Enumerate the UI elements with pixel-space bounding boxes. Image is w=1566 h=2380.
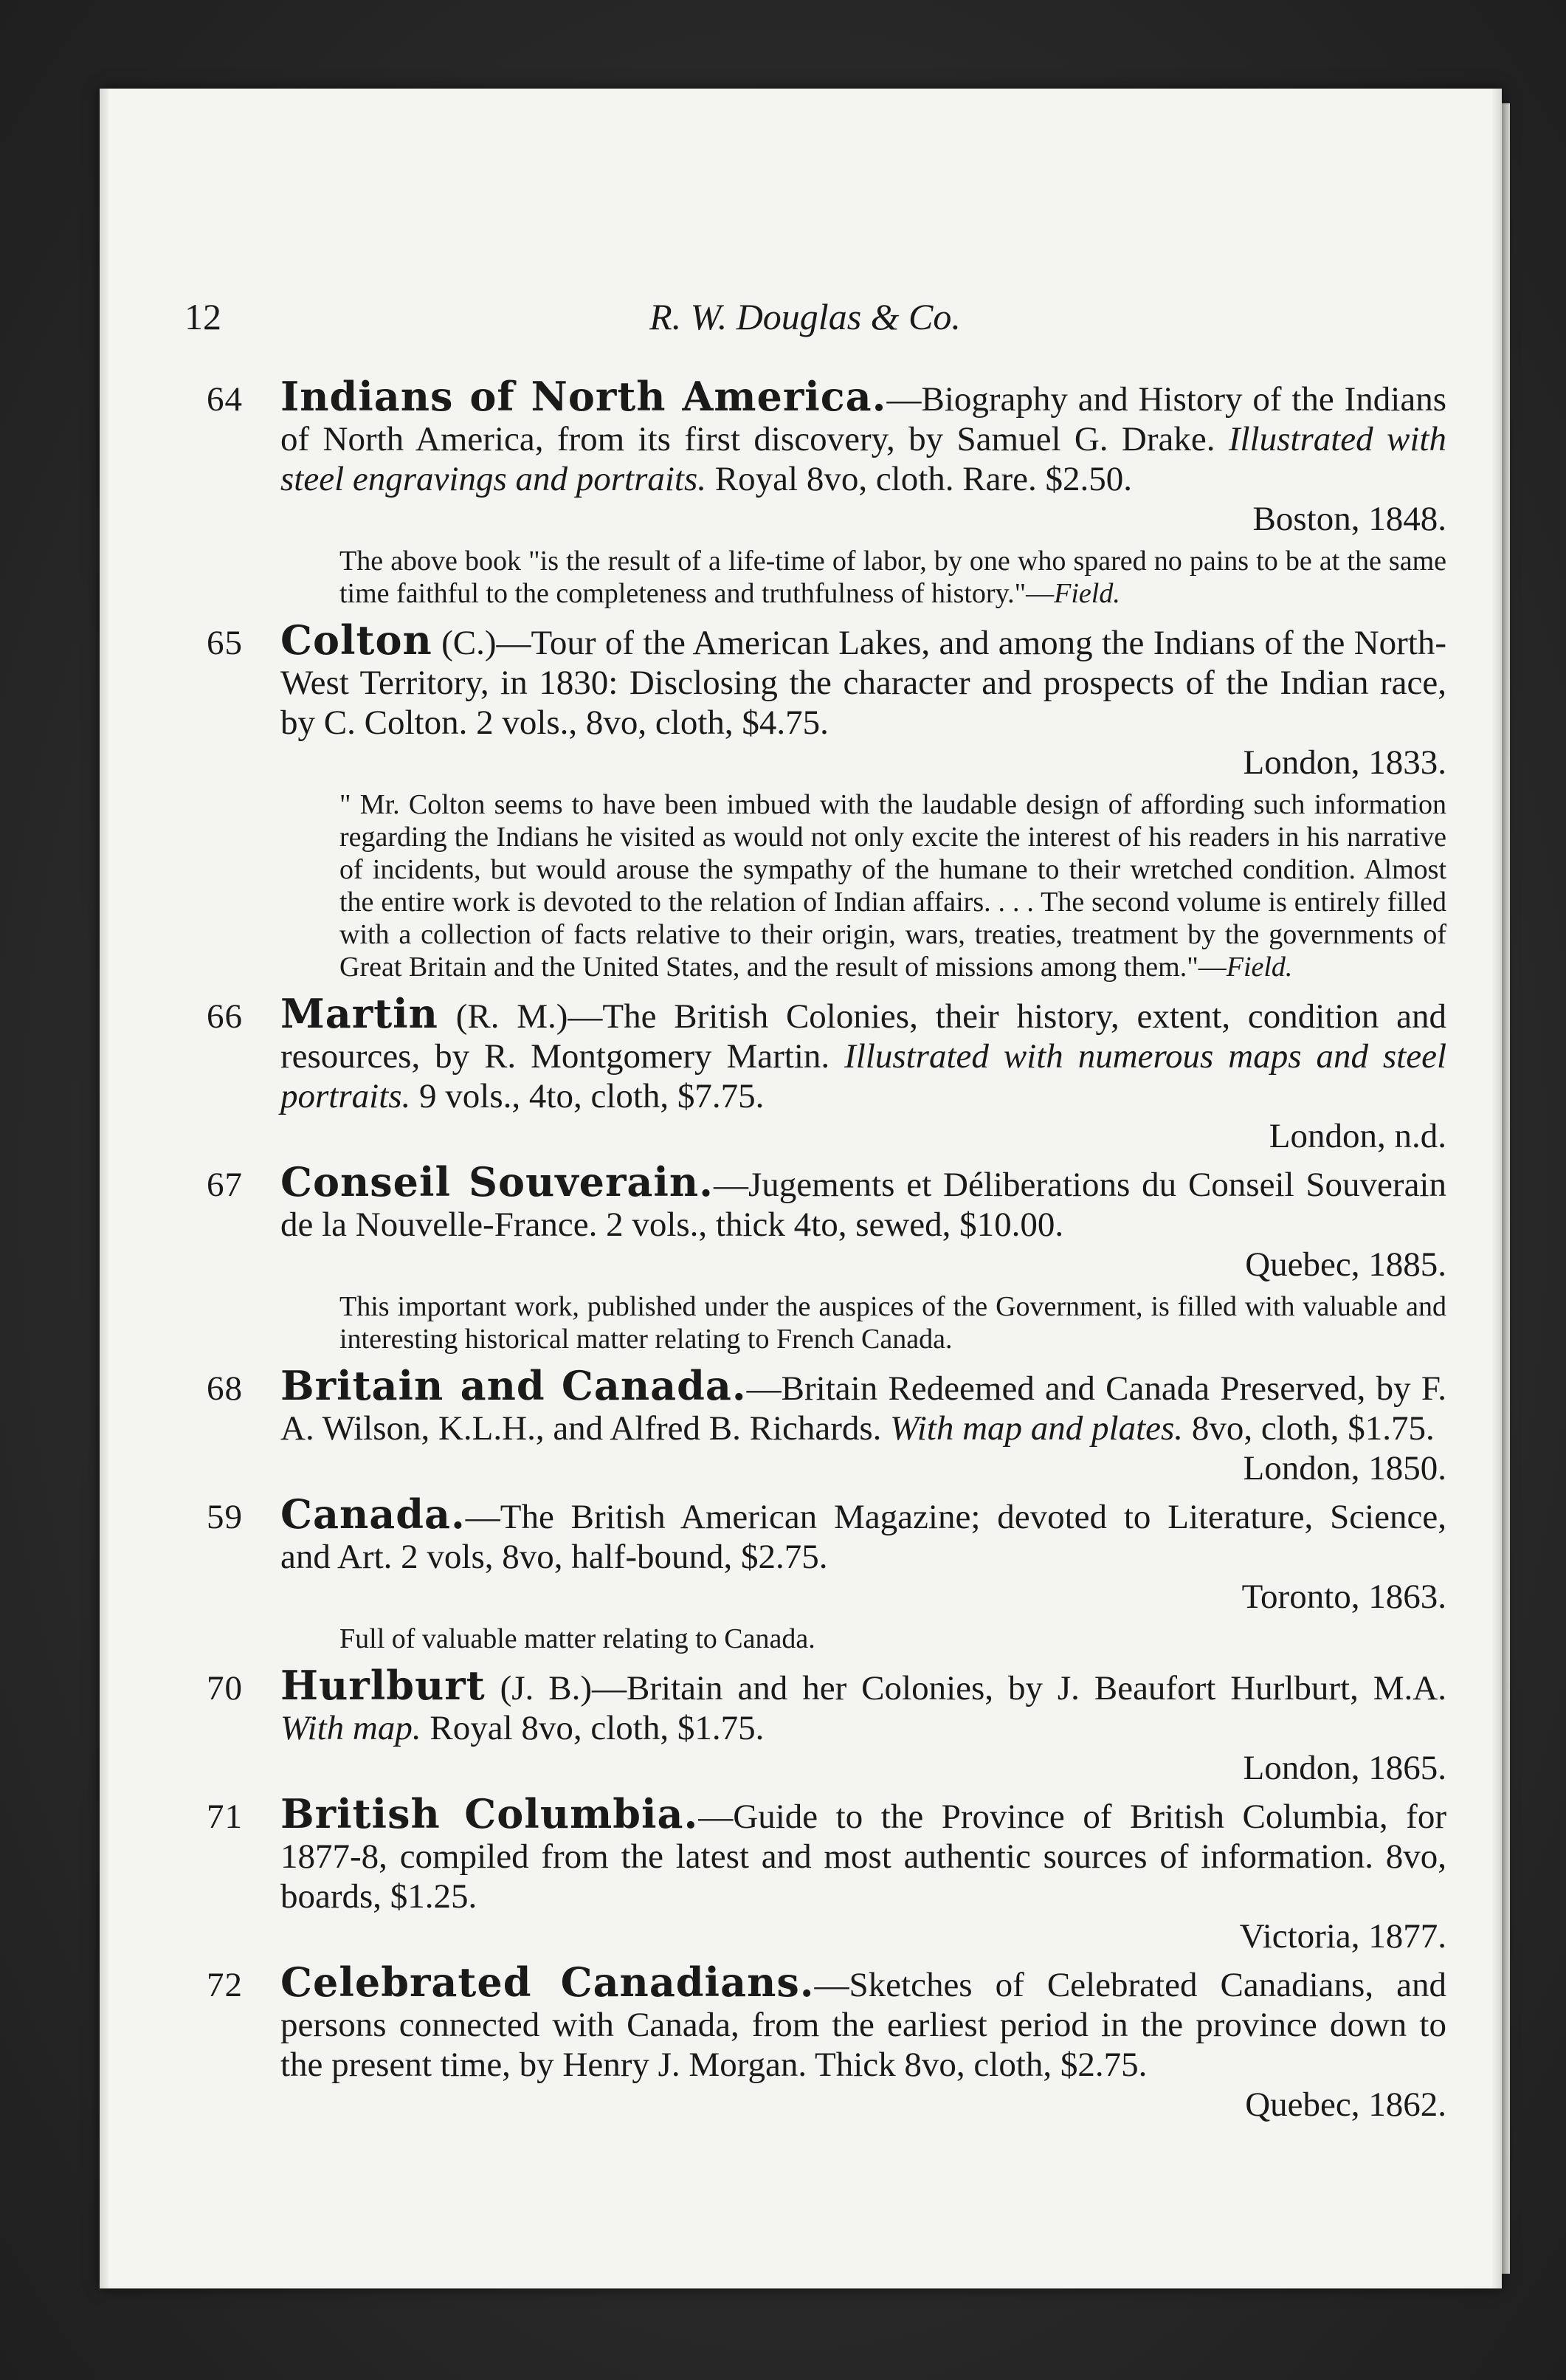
entry-description <box>280 373 1446 539</box>
entry-italic-note: Illustrated with numerous maps and steel portraits. <box>280 1037 1447 1115</box>
entry-number: 68 <box>207 1369 243 1408</box>
entry-number: 70 <box>207 1669 243 1707</box>
page-number: 12 <box>184 296 221 337</box>
entry-place-date: Quebec, 1862. <box>1245 2085 1446 2124</box>
entry-title: Hurlburt <box>280 1662 486 1709</box>
entry-number: 66 <box>207 997 243 1036</box>
entry-description <box>280 1790 1446 1956</box>
entry-place-date: Toronto, 1863. <box>1241 1578 1446 1616</box>
page-edge-left <box>100 89 110 2288</box>
entry-note-text: " Mr. Colton seems to have been imbued with the laudable design of affording such information regarding the Indians he visited as would not only excite the interest of his readers in his narrative of incidents, but would arouse the sympathy of the humane to their wretched condition. Almost the entire work is devoted to the relation of Indian affairs. . . . The second volume is entirely filled with a collection of facts relative to their origin, wars, treaties, treatment by the governments of Great Britain and the United States, and the result of missions among them."— <box>339 789 1446 983</box>
entry-place-date: Victoria, 1877. <box>1239 1917 1446 1956</box>
entry-title: Indians of North America. <box>280 373 887 420</box>
entry-number: 64 <box>207 380 243 419</box>
entry-place-date: Quebec, 1885. <box>1245 1245 1446 1284</box>
entry-description <box>280 1158 1446 1284</box>
entry-text: —Sketches of Celebrated Canadians, and persons connected with Canada, from the earliest period in the province down to the present time, by Henry J. Morgan. Thick 8vo, cloth, $2.75. <box>280 1966 1447 2084</box>
entry-title: Celebrated Canadians. <box>280 1958 815 2006</box>
entry-title: British Columbia. <box>280 1790 699 1837</box>
entry-text: —Jugements et Déliberations du Conseil Souverain de la Nouvelle-France. 2 vols., thick 4to, sewed, $10.00. <box>280 1166 1446 1244</box>
catalogue-entry <box>207 1490 1446 1655</box>
entry-note <box>339 788 1446 983</box>
entry-italic-note: Illustrated with steel engravings and portraits. <box>280 420 1446 498</box>
entry-place-date: London, 1865. <box>1243 1749 1446 1787</box>
entry-note <box>339 1623 1446 1655</box>
catalogue-entry <box>207 990 1447 1156</box>
entry-italic-note: With map and plates. <box>890 1409 1184 1448</box>
entry-title: Conseil Souverain. <box>280 1158 714 1206</box>
catalogue-entry <box>207 1158 1446 1355</box>
page-edge-right <box>1491 89 1502 2288</box>
catalogue-entry <box>207 1362 1446 1488</box>
entry-place-date: London, n.d. <box>1269 1117 1446 1155</box>
catalogue-entries <box>207 373 1447 2130</box>
entry-text: —The British American Magazine; devoted to Literature, Science, and Art. 2 vols, 8vo, half-bound, $2.75. <box>280 1498 1446 1576</box>
entry-note-source: Field. <box>1226 952 1293 983</box>
entry-title: Colton <box>280 616 432 664</box>
entry-place-date: Boston, 1848. <box>1252 500 1446 538</box>
entry-text-continued: 8vo, cloth, $1.75. <box>1191 1409 1435 1448</box>
entry-description <box>280 990 1447 1156</box>
entry-title: Canada. <box>280 1490 466 1538</box>
entry-description <box>280 1490 1446 1617</box>
entry-text: (R. M.)—The British Colonies, their history, extent, condition and resources, by R. Montgomery Martin. <box>280 997 1446 1076</box>
entry-description <box>280 1662 1446 1788</box>
catalogue-entry <box>207 373 1446 610</box>
entry-description <box>280 1362 1446 1488</box>
entry-title: Martin <box>280 990 438 1037</box>
catalogue-entry <box>207 1958 1447 2125</box>
entry-note <box>339 1290 1446 1355</box>
entry-place-date: London, 1850. <box>1243 1449 1446 1488</box>
entry-number: 67 <box>207 1166 243 1204</box>
entry-number: 65 <box>207 624 243 662</box>
entry-italic-note: With map. <box>280 1709 421 1747</box>
catalogue-entry <box>207 616 1446 983</box>
entry-note-text: This important work, published under the auspices of the Government, is filled with valuable and interesting historical matter relating to French Canada. <box>339 1291 1446 1355</box>
entry-text: —Guide to the Province of British Columbia, for 1877-8, compiled from the latest and most authentic sources of information. 8vo, boards, $1.25. <box>280 1798 1446 1916</box>
entry-note-source: Field. <box>1054 578 1120 609</box>
running-head: R. W. Douglas & Co. <box>649 296 961 337</box>
entry-description <box>280 616 1446 783</box>
entry-text-continued: Royal 8vo, cloth. Rare. $2.50. <box>714 460 1133 498</box>
entry-text-continued: 9 vols., 4to, cloth, $7.75. <box>419 1077 765 1115</box>
entry-number: 72 <box>207 1966 243 2004</box>
entry-text: —Biography and History of the Indians of North America, from its first discovery, by Samuel G. Drake. <box>280 380 1446 458</box>
entry-text-continued: Royal 8vo, cloth, $1.75. <box>430 1709 765 1747</box>
entry-title: Britain and Canada. <box>280 1362 747 1409</box>
page-header <box>184 295 1426 347</box>
entry-place-date: London, 1833. <box>1243 743 1446 782</box>
catalogue-entry <box>207 1662 1446 1788</box>
entry-note <box>339 545 1446 610</box>
entry-description <box>280 1958 1447 2125</box>
entry-number: 59 <box>207 1498 243 1536</box>
entry-note-text: Full of valuable matter relating to Canada. <box>339 1623 815 1654</box>
entry-note-text: The above book "is the result of a life-time of labor, by one who spared no pains to be at the same time faithful to the completeness and truthfulness of history."— <box>339 546 1446 609</box>
entry-text: (C.)—Tour of the American Lakes, and among the Indians of the North-West Territory, in 1830: Disclosing the character and prospects of the Indian race, by C. Colton. 2 vols., 8vo, cloth, $4.75. <box>280 624 1446 742</box>
catalogue-entry <box>207 1790 1446 1956</box>
entry-text: —Britain Redeemed and Canada Preserved, by F. A. Wilson, K.L.H., and Alfred B. Richards. <box>280 1369 1446 1448</box>
entry-text: (J. B.)—Britain and her Colonies, by J. Beaufort Hurlburt, M.A. <box>485 1669 1446 1707</box>
entry-number: 71 <box>207 1798 243 1836</box>
